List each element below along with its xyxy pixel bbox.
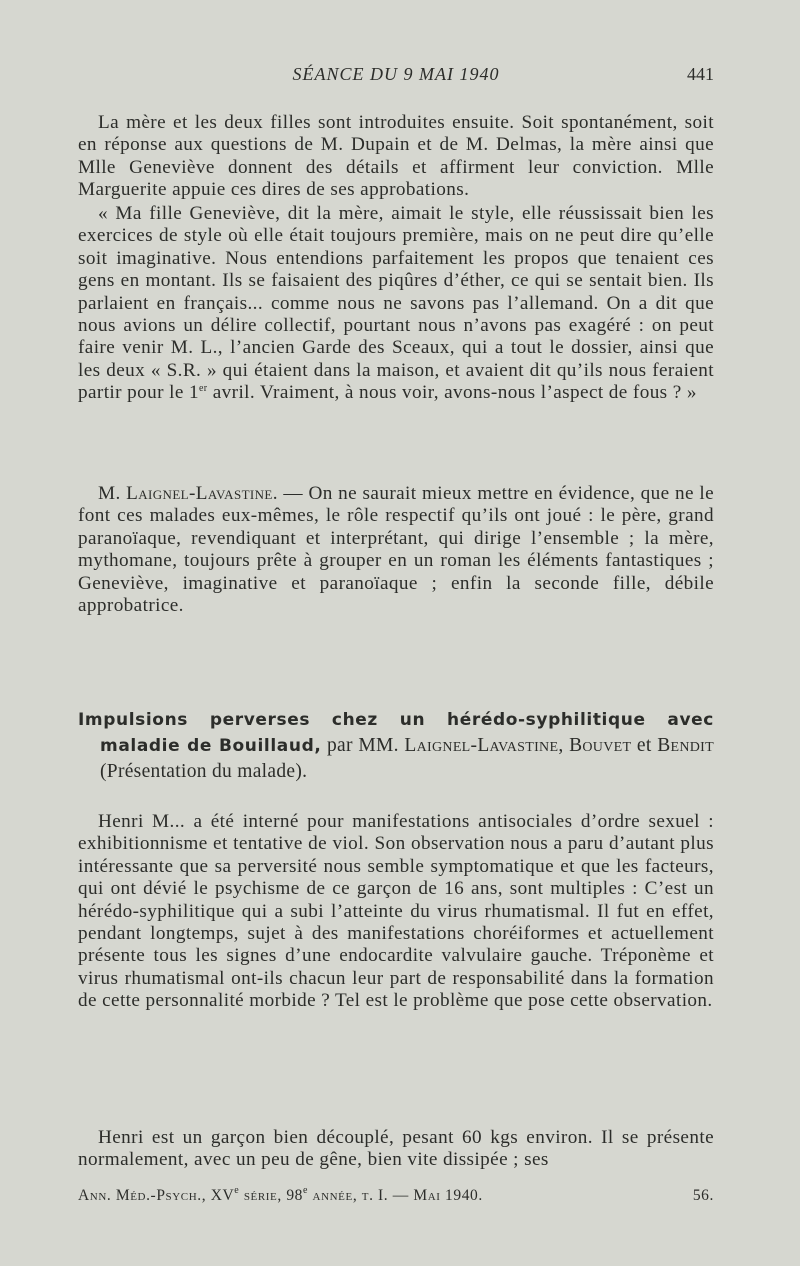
running-header xyxy=(78,64,714,92)
journal-reference-a: Ann. Méd.-Psych., XV xyxy=(78,1187,235,1204)
journal-reference-b: série, 98 xyxy=(239,1187,304,1204)
paragraph-4 xyxy=(78,811,714,1013)
paragraph-2-text xyxy=(78,203,714,405)
author-3: Bendit xyxy=(657,735,714,756)
paragraph-4-text: Henri M... a été interné pour manifestations antisociales d’ordre sexuel : exhibitionnisme et tentative de viol. Son observation nous a paru d’autant plus intéressante que sa perversité nous semble symptomatique et que les facteurs, qui ont dévié le psychisme de ce garçon de 16 ans, sont multiples : C’est un hérédo-syphilitique qui a subi l’atteinte du virus rhumatismal. Il fut en effet, pendant longtemps, sujet à des manifestations choréiformes et actuellement présente tous les signes d’une endocardite valvulaire gauche. Tréponème et virus rhumatismal ont-ils chacun leur part de responsabilité dans la formation de cette personnalité morbide ? Tel est le problème que pose cette observation. xyxy=(78,811,714,1012)
quote-text-b: avril. Vraiment, à nous voir, avons-nous l’aspect de fous ? » xyxy=(207,382,697,404)
author-1: Laignel-Lavastine xyxy=(404,735,559,756)
paragraph-5-text: Henri est un garçon bien découplé, pesant 60 kgs environ. Il se présente normalement, avec un peu de gêne, bien vite dissipée ; ses xyxy=(78,1127,714,1171)
series-superscript: e xyxy=(234,1185,240,1196)
paragraph-5 xyxy=(78,1127,714,1172)
heading-sep-1: , xyxy=(558,735,570,756)
signature-number: 56. xyxy=(692,1187,714,1204)
ordinal-superscript: er xyxy=(198,383,208,395)
heading-sep-2: et xyxy=(631,735,658,756)
running-title: SÉANCE DU 9 MAI 1940 xyxy=(292,64,500,84)
speaker-name: Laignel-Lavastine xyxy=(126,483,273,504)
section-title: Impulsions perverses chez un hérédo-syphilitique avec maladie de Bouillaud, xyxy=(78,710,714,756)
paragraph-3 xyxy=(78,483,714,617)
heading-tail: (Présentation du malade). xyxy=(100,761,308,782)
speaker-remark: . — On ne saurait mieux mettre en évidence, que ne le font ces malades eux-mêmes, le rôle respectif qu’ils ont joué : le père, grand paranoïaque, revendiquant et interprétant, qui dirige l’ensemble ; la mère, mythomane, toujours prête à grouper en un roman les éléments fantastiques ; Geneviève, imaginative et paranoïaque ; enfin la seconde fille, débile approbatrice. xyxy=(78,483,715,617)
paragraph-3-text xyxy=(78,483,714,617)
speaker-prefix: M. xyxy=(98,483,127,504)
journal-reference xyxy=(78,1187,483,1205)
year-superscript: e xyxy=(303,1185,309,1196)
section-heading-text xyxy=(78,707,714,784)
page-number: 441 xyxy=(687,64,714,84)
journal-reference-c: année, t. I. — Mai 1940. xyxy=(308,1187,483,1204)
section-heading xyxy=(78,707,714,784)
heading-par: par MM. xyxy=(321,735,405,756)
paragraph-1 xyxy=(78,112,714,202)
author-2: Bouvet xyxy=(569,735,632,756)
paragraph-2 xyxy=(78,203,714,405)
quote-text-a: « Ma fille Geneviève, dit la mère, aimait le style, elle réussissait bien les exercices de style où elle était toujours première, mais on ne peut dire qu’elle soit imaginative. Nous entendions parfaitement les propos que tenaient ces gens en montant. Ils se faisaient des piqûres d’éther, ce qui se sentait bien. Ils parlaient en français... comme nous ne savons pas l’allemand. On a dit que nous avions un délire collectif, pourtant nous n’avons pas exagéré : on peut faire venir M. L., l’ancien Garde des Sceaux, qui a tout le dossier, ainsi que les deux « S.R. » qui étaient dans la maison, et avaient dit qu’ils nous feraient partir pour le 1 xyxy=(78,203,714,404)
paragraph-1-text: La mère et les deux filles sont introduites ensuite. Soit spontanément, soit en réponse aux questions de M. Dupain et de M. Delmas, la mère ainsi que Mlle Geneviève donnent des détails et affirment leur conviction. Mlle Marguerite appuie ces dires de ses approbations. xyxy=(78,112,714,201)
